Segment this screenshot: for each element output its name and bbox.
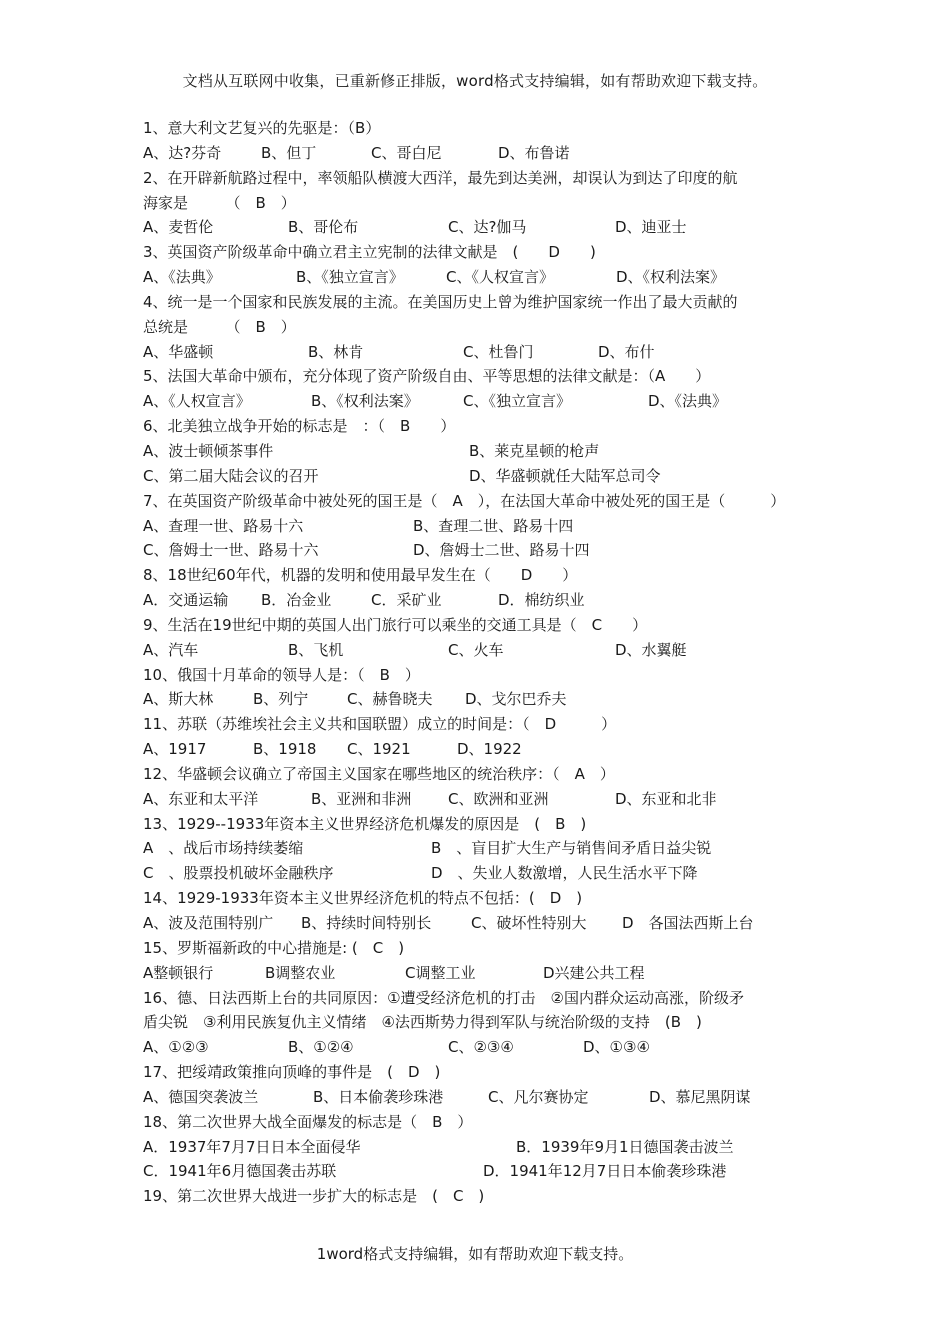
answer-option: B、哥伦布: [288, 218, 359, 237]
question-line: 16、德、日法西斯上台的共同原因：①遭受经济危机的打击 ②国内群众运动高涨，阶级矛: [143, 988, 744, 1007]
answer-option: B 、盲目扩大生产与销售间矛盾日益尖锐: [431, 839, 712, 858]
answer-option: B、①②④: [288, 1038, 354, 1057]
question-text: [143, 936, 823, 961]
answer-option: A、华盛顿: [143, 342, 214, 361]
question-line: 5、法国大革命中颁布，充分体现了资产阶级自由、平等思想的法律文献是：（A ）: [143, 367, 711, 386]
options-row: [143, 215, 823, 240]
question-text: [143, 364, 823, 389]
options-row: [143, 1035, 823, 1060]
answer-option: C、詹姆士一世、路易十六: [143, 541, 319, 560]
question-line: 10、俄国十月革命的领导人是：（ B ）: [143, 665, 420, 684]
answer-option: B、亚洲和非洲: [311, 789, 412, 808]
options-row: [143, 1159, 823, 1184]
question-line: 19、第二次世界大战进一步扩大的标志是 ( C ): [143, 1187, 485, 1206]
answer-option: A、德国突袭波兰: [143, 1087, 259, 1106]
question-line: 18、第二次世界大战全面爆发的标志是（ B ）: [143, 1112, 473, 1131]
question-line: 3、英国资产阶级革命中确立君主立宪制的法律文献是 ( D ): [143, 243, 596, 262]
answer-option: A、查理一世、路易十六: [143, 516, 304, 535]
question-line: 17、把绥靖政策推向顶峰的事件是 ( D ): [143, 1063, 441, 1082]
options-row: [143, 389, 823, 414]
question-text: [143, 762, 823, 787]
answer-option: B．1939年9月1日德国袭击波兰: [516, 1137, 734, 1156]
answer-option: C、《人权宣言》: [446, 268, 554, 287]
question-text: [143, 290, 823, 315]
answer-option: D、布鲁诺: [498, 143, 570, 162]
options-row: [143, 787, 823, 812]
answer-option: A、波及范围特别广: [143, 914, 274, 932]
answer-option: A、《法典》: [143, 268, 221, 287]
answer-option: B、飞机: [288, 640, 344, 659]
answer-option: B调整农业: [265, 963, 336, 982]
answer-option: B、日本偷袭珍珠港: [313, 1087, 444, 1106]
question-text: [143, 414, 823, 439]
answer-option: A．1937年7月7日日本全面侵华: [143, 1137, 361, 1156]
options-row: [143, 687, 823, 712]
answer-option: A、达?芬奇: [143, 143, 222, 162]
answer-option: B、持续时间特别长: [301, 914, 432, 932]
answer-option: C 、股票投机破坏金融秩序: [143, 864, 334, 883]
answer-option: C、赫鲁晓夫: [347, 690, 433, 709]
question-line: 15、罗斯福新政的中心措施是: ( C ): [143, 938, 405, 957]
answer-option: D、迪亚士: [615, 218, 687, 237]
options-row: [143, 340, 823, 365]
question-line: 1、意大利文艺复兴的先驱是：（B）: [143, 119, 381, 137]
options-row: [143, 1085, 823, 1110]
answer-option: B、但丁: [261, 143, 317, 162]
question-text: [143, 613, 823, 638]
answer-option: B．冶金业: [261, 591, 332, 610]
answer-option: A、①②③: [143, 1038, 209, 1057]
question-text: [143, 116, 823, 141]
question-line: 11、苏联（苏维埃社会主义共和国联盟）成立的时间是：（ D ）: [143, 715, 617, 734]
options-row: [143, 911, 823, 936]
answer-option: A 、战后市场持续萎缩: [143, 839, 304, 858]
question-line: 4、统一是一个国家和民族发展的主流。在美国历史上曾为维护国家统一作出了最大贡献的: [143, 292, 738, 311]
question-text: [143, 712, 823, 737]
options-row: [143, 737, 823, 762]
question-text: [143, 1110, 823, 1135]
options-row: [143, 514, 823, 539]
answer-option: C、杜鲁门: [463, 342, 534, 361]
question-text: [143, 1060, 823, 1085]
question-line: 总统是 （ B ）: [143, 317, 296, 336]
question-text: [143, 166, 823, 191]
question-list: [143, 116, 823, 1209]
options-row: [143, 439, 823, 464]
answer-option: D、1922: [457, 740, 522, 759]
answer-option: C．1941年6月德国袭击苏联: [143, 1162, 337, 1181]
answer-option: A、汽车: [143, 640, 199, 659]
question-line: 8、18世纪60年代，机器的发明和使用最早发生在（ D ）: [143, 566, 578, 585]
options-row: [143, 538, 823, 563]
question-line: 14、1929-1933年资本主义世界经济危机的特点不包括：( D ): [143, 889, 583, 908]
answer-option: C、第二届大陆会议的召开: [143, 466, 319, 485]
options-row: [143, 141, 823, 166]
question-text: [143, 191, 823, 216]
answer-option: D、①③④: [583, 1038, 650, 1057]
question-line: 13、1929--1933年资本主义世界经济危机爆发的原因是 ( B ): [143, 814, 587, 833]
question-text: [143, 986, 823, 1011]
question-line: 12、华盛顿会议确立了帝国主义国家在哪些地区的统治秩序：（ A ）: [143, 764, 615, 783]
answer-option: C、1921: [347, 740, 411, 759]
question-text: [143, 489, 823, 514]
answer-option: B、1918: [253, 740, 317, 759]
options-row: [143, 638, 823, 663]
answer-option: A、1917: [143, 740, 207, 759]
options-row: [143, 1135, 823, 1160]
answer-option: D、布什: [598, 342, 655, 361]
answer-option: A、波士顿倾茶事件: [143, 441, 274, 460]
answer-option: C、火车: [448, 640, 504, 659]
answer-option: D兴建公共工程: [543, 963, 645, 982]
answer-option: B、莱克星顿的枪声: [469, 441, 600, 460]
answer-option: A、斯大林: [143, 690, 214, 709]
answer-option: D、戈尔巴乔夫: [465, 690, 567, 709]
answer-option: A、《人权宣言》: [143, 392, 251, 411]
answer-option: A．交通运输: [143, 591, 229, 610]
answer-option: D、东亚和北非: [615, 789, 717, 808]
question-text: [143, 240, 823, 265]
answer-option: D、詹姆士二世、路易十四: [413, 541, 590, 560]
question-text: [143, 315, 823, 340]
question-text: [143, 1184, 823, 1209]
question-text: [143, 663, 823, 688]
answer-option: D 、失业人数激增，人民生活水平下降: [431, 864, 698, 883]
options-row: [143, 588, 823, 613]
options-row: [143, 861, 823, 886]
answer-option: B、查理二世、路易十四: [413, 516, 574, 535]
answer-option: D、水翼艇: [615, 640, 687, 659]
question-line: 6、北美独立战争开始的标志是 ：（ B ）: [143, 417, 456, 436]
answer-option: C调整工业: [405, 963, 476, 982]
answer-option: C、凡尔赛协定: [488, 1087, 589, 1106]
answer-option: D、华盛顿就任大陆军总司令: [469, 466, 661, 485]
answer-option: C、哥白尼: [371, 143, 442, 162]
answer-option: B、《独立宣言》: [296, 268, 404, 287]
options-row: [143, 961, 823, 986]
answer-option: D．1941年12月7日日本偷袭珍珠港: [483, 1162, 727, 1181]
answer-option: C．采矿业: [371, 591, 442, 610]
answer-option: C、破坏性特别大: [471, 914, 587, 932]
answer-option: A整顿银行: [143, 963, 214, 982]
question-text: [143, 886, 823, 911]
answer-option: B、列宁: [253, 690, 309, 709]
question-text: [143, 563, 823, 588]
answer-option: D．棉纺织业: [498, 591, 585, 610]
page-footer: 1word格式支持编辑，如有帮助欢迎下载支持。: [316, 1245, 634, 1263]
answer-option: D、《权利法案》: [616, 268, 726, 287]
question-line: 9、生活在19世纪中期的英国人出门旅行可以乘坐的交通工具是（ C ）: [143, 615, 648, 634]
answer-option: B、《权利法案》: [311, 392, 419, 411]
question-text: [143, 812, 823, 837]
options-row: [143, 265, 823, 290]
question-line: 2、在开辟新航路过程中，率领船队横渡大西洋，最先到达美洲，却误认为到达了印度的航: [143, 168, 738, 187]
answer-option: D、慕尼黑阴谋: [649, 1087, 751, 1106]
answer-option: A、东亚和太平洋: [143, 789, 259, 808]
question-line: 7、在英国资产阶级革命中被处死的国王是（ A ），在法国大革命中被处死的国王是（ ）: [143, 491, 786, 510]
answer-option: D、《法典》: [648, 392, 728, 411]
answer-option: C、欧洲和亚洲: [448, 789, 549, 808]
options-row: [143, 836, 823, 861]
answer-option: D 各国法西斯上台: [622, 914, 754, 932]
answer-option: B、林肯: [308, 342, 364, 361]
question-line: 盾尖锐 ③利用民族复仇主义情绪 ④法西斯势力得到军队与统治阶级的支持 (B ): [143, 1013, 702, 1032]
answer-option: C、②③④: [448, 1038, 514, 1057]
question-line: 海家是 （ B ）: [143, 193, 296, 212]
answer-option: A、麦哲伦: [143, 218, 214, 237]
page-header: 文档从互联网中收集，已重新修正排版，word格式支持编辑，如有帮助欢迎下载支持。: [182, 72, 768, 90]
question-text: [143, 1010, 823, 1035]
options-row: [143, 464, 823, 489]
answer-option: C、达?伽马: [448, 218, 527, 237]
answer-option: C、《独立宣言》: [463, 392, 571, 411]
